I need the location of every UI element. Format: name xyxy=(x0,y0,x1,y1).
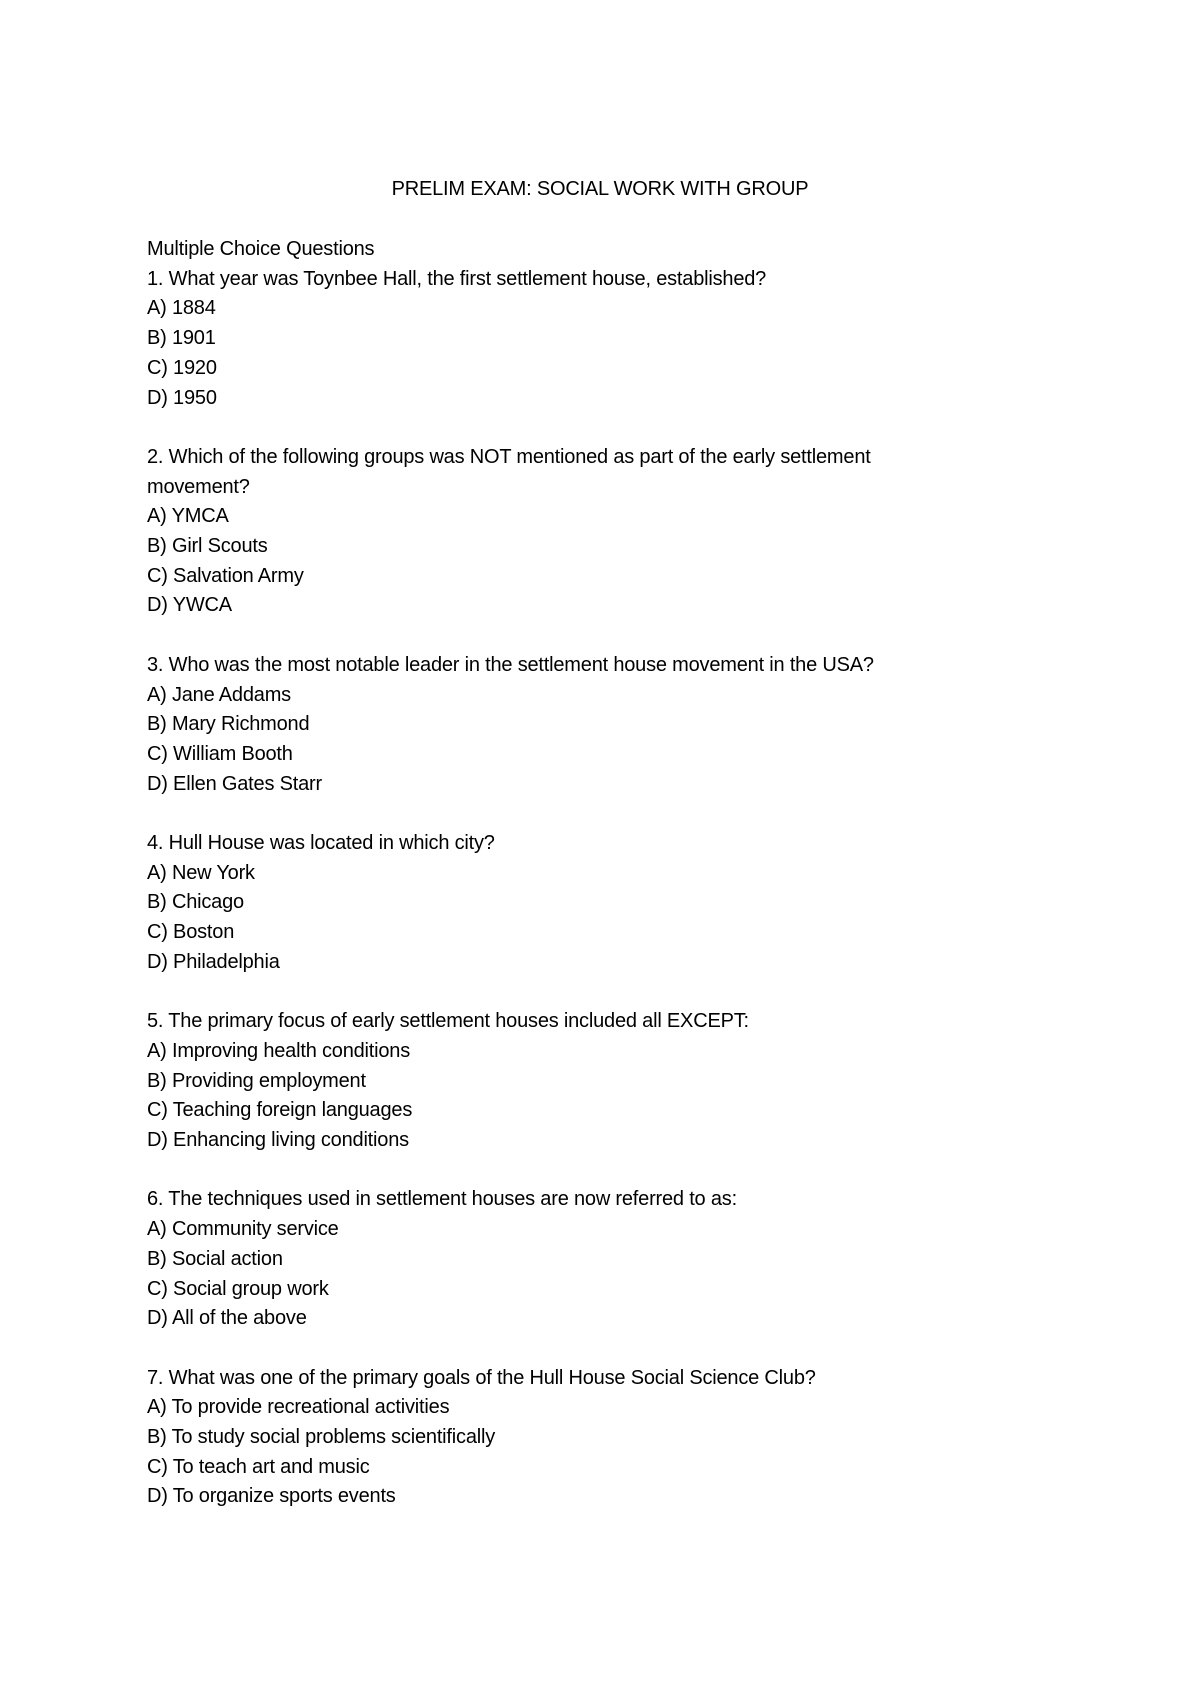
question-1 xyxy=(147,265,1007,414)
answer-option: A) New York xyxy=(147,861,255,884)
question-text: 3. Who was the most notable leader in the settlement house movement in the USA? xyxy=(147,653,874,676)
answer-option: A) Jane Addams xyxy=(147,683,291,706)
question-3 xyxy=(147,651,1007,800)
answer-option: B) Providing employment xyxy=(147,1069,366,1092)
section-heading: Multiple Choice Questions xyxy=(147,238,375,260)
answer-option: B) To study social problems scientifically xyxy=(147,1426,496,1449)
exam-content xyxy=(147,235,1007,1512)
spacer xyxy=(147,978,1007,1008)
answer-option: C) Social group work xyxy=(147,1277,329,1300)
answer-option: B) Chicago xyxy=(147,891,244,914)
spacer xyxy=(147,1156,1007,1186)
answer-option: C) William Booth xyxy=(147,742,293,765)
answer-option: C) 1920 xyxy=(147,356,217,379)
answer-option: D) 1950 xyxy=(147,386,217,409)
answer-option: D) Enhancing living conditions xyxy=(147,1129,409,1152)
answer-option: C) Salvation Army xyxy=(147,564,304,587)
question-4 xyxy=(147,829,1007,978)
answer-option: C) Boston xyxy=(147,921,235,944)
answer-option: D) To organize sports events xyxy=(147,1485,396,1508)
exam-title: PRELIM EXAM: SOCIAL WORK WITH GROUP xyxy=(391,178,809,200)
answer-option: D) All of the above xyxy=(147,1307,307,1330)
question-7 xyxy=(147,1364,1007,1513)
question-text: 6. The techniques used in settlement houses are now referred to as: xyxy=(147,1188,737,1211)
answer-option: D) Ellen Gates Starr xyxy=(147,772,322,795)
answer-option: B) 1901 xyxy=(147,327,216,350)
question-text-continued: movement? xyxy=(147,475,250,498)
answer-option: A) YMCA xyxy=(147,505,229,528)
answer-option: D) YWCA xyxy=(147,594,232,617)
spacer xyxy=(147,621,1007,651)
answer-option: A) 1884 xyxy=(147,297,216,320)
answer-option: C) To teach art and music xyxy=(147,1455,370,1478)
answer-option: D) Philadelphia xyxy=(147,950,280,973)
question-text: 1. What year was Toynbee Hall, the first settlement house, established? xyxy=(147,267,767,290)
answer-option: A) To provide recreational activities xyxy=(147,1396,450,1419)
question-2 xyxy=(147,443,1007,621)
spacer xyxy=(147,799,1007,829)
question-text: 5. The primary focus of early settlement houses included all EXCEPT: xyxy=(147,1010,749,1033)
answer-option: A) Community service xyxy=(147,1218,339,1241)
question-text: 2. Which of the following groups was NOT mentioned as part of the early settlement xyxy=(147,445,871,468)
question-text: 7. What was one of the primary goals of the Hull House Social Science Club? xyxy=(147,1366,816,1389)
question-text: 4. Hull House was located in which city? xyxy=(147,832,495,855)
answer-option: B) Girl Scouts xyxy=(147,535,268,558)
question-6 xyxy=(147,1185,1007,1334)
answer-option: B) Social action xyxy=(147,1247,283,1270)
question-5 xyxy=(147,1007,1007,1156)
answer-option: B) Mary Richmond xyxy=(147,713,310,736)
answer-option: C) Teaching foreign languages xyxy=(147,1099,413,1122)
spacer xyxy=(147,413,1007,443)
spacer xyxy=(147,1334,1007,1364)
answer-option: A) Improving health conditions xyxy=(147,1039,411,1062)
